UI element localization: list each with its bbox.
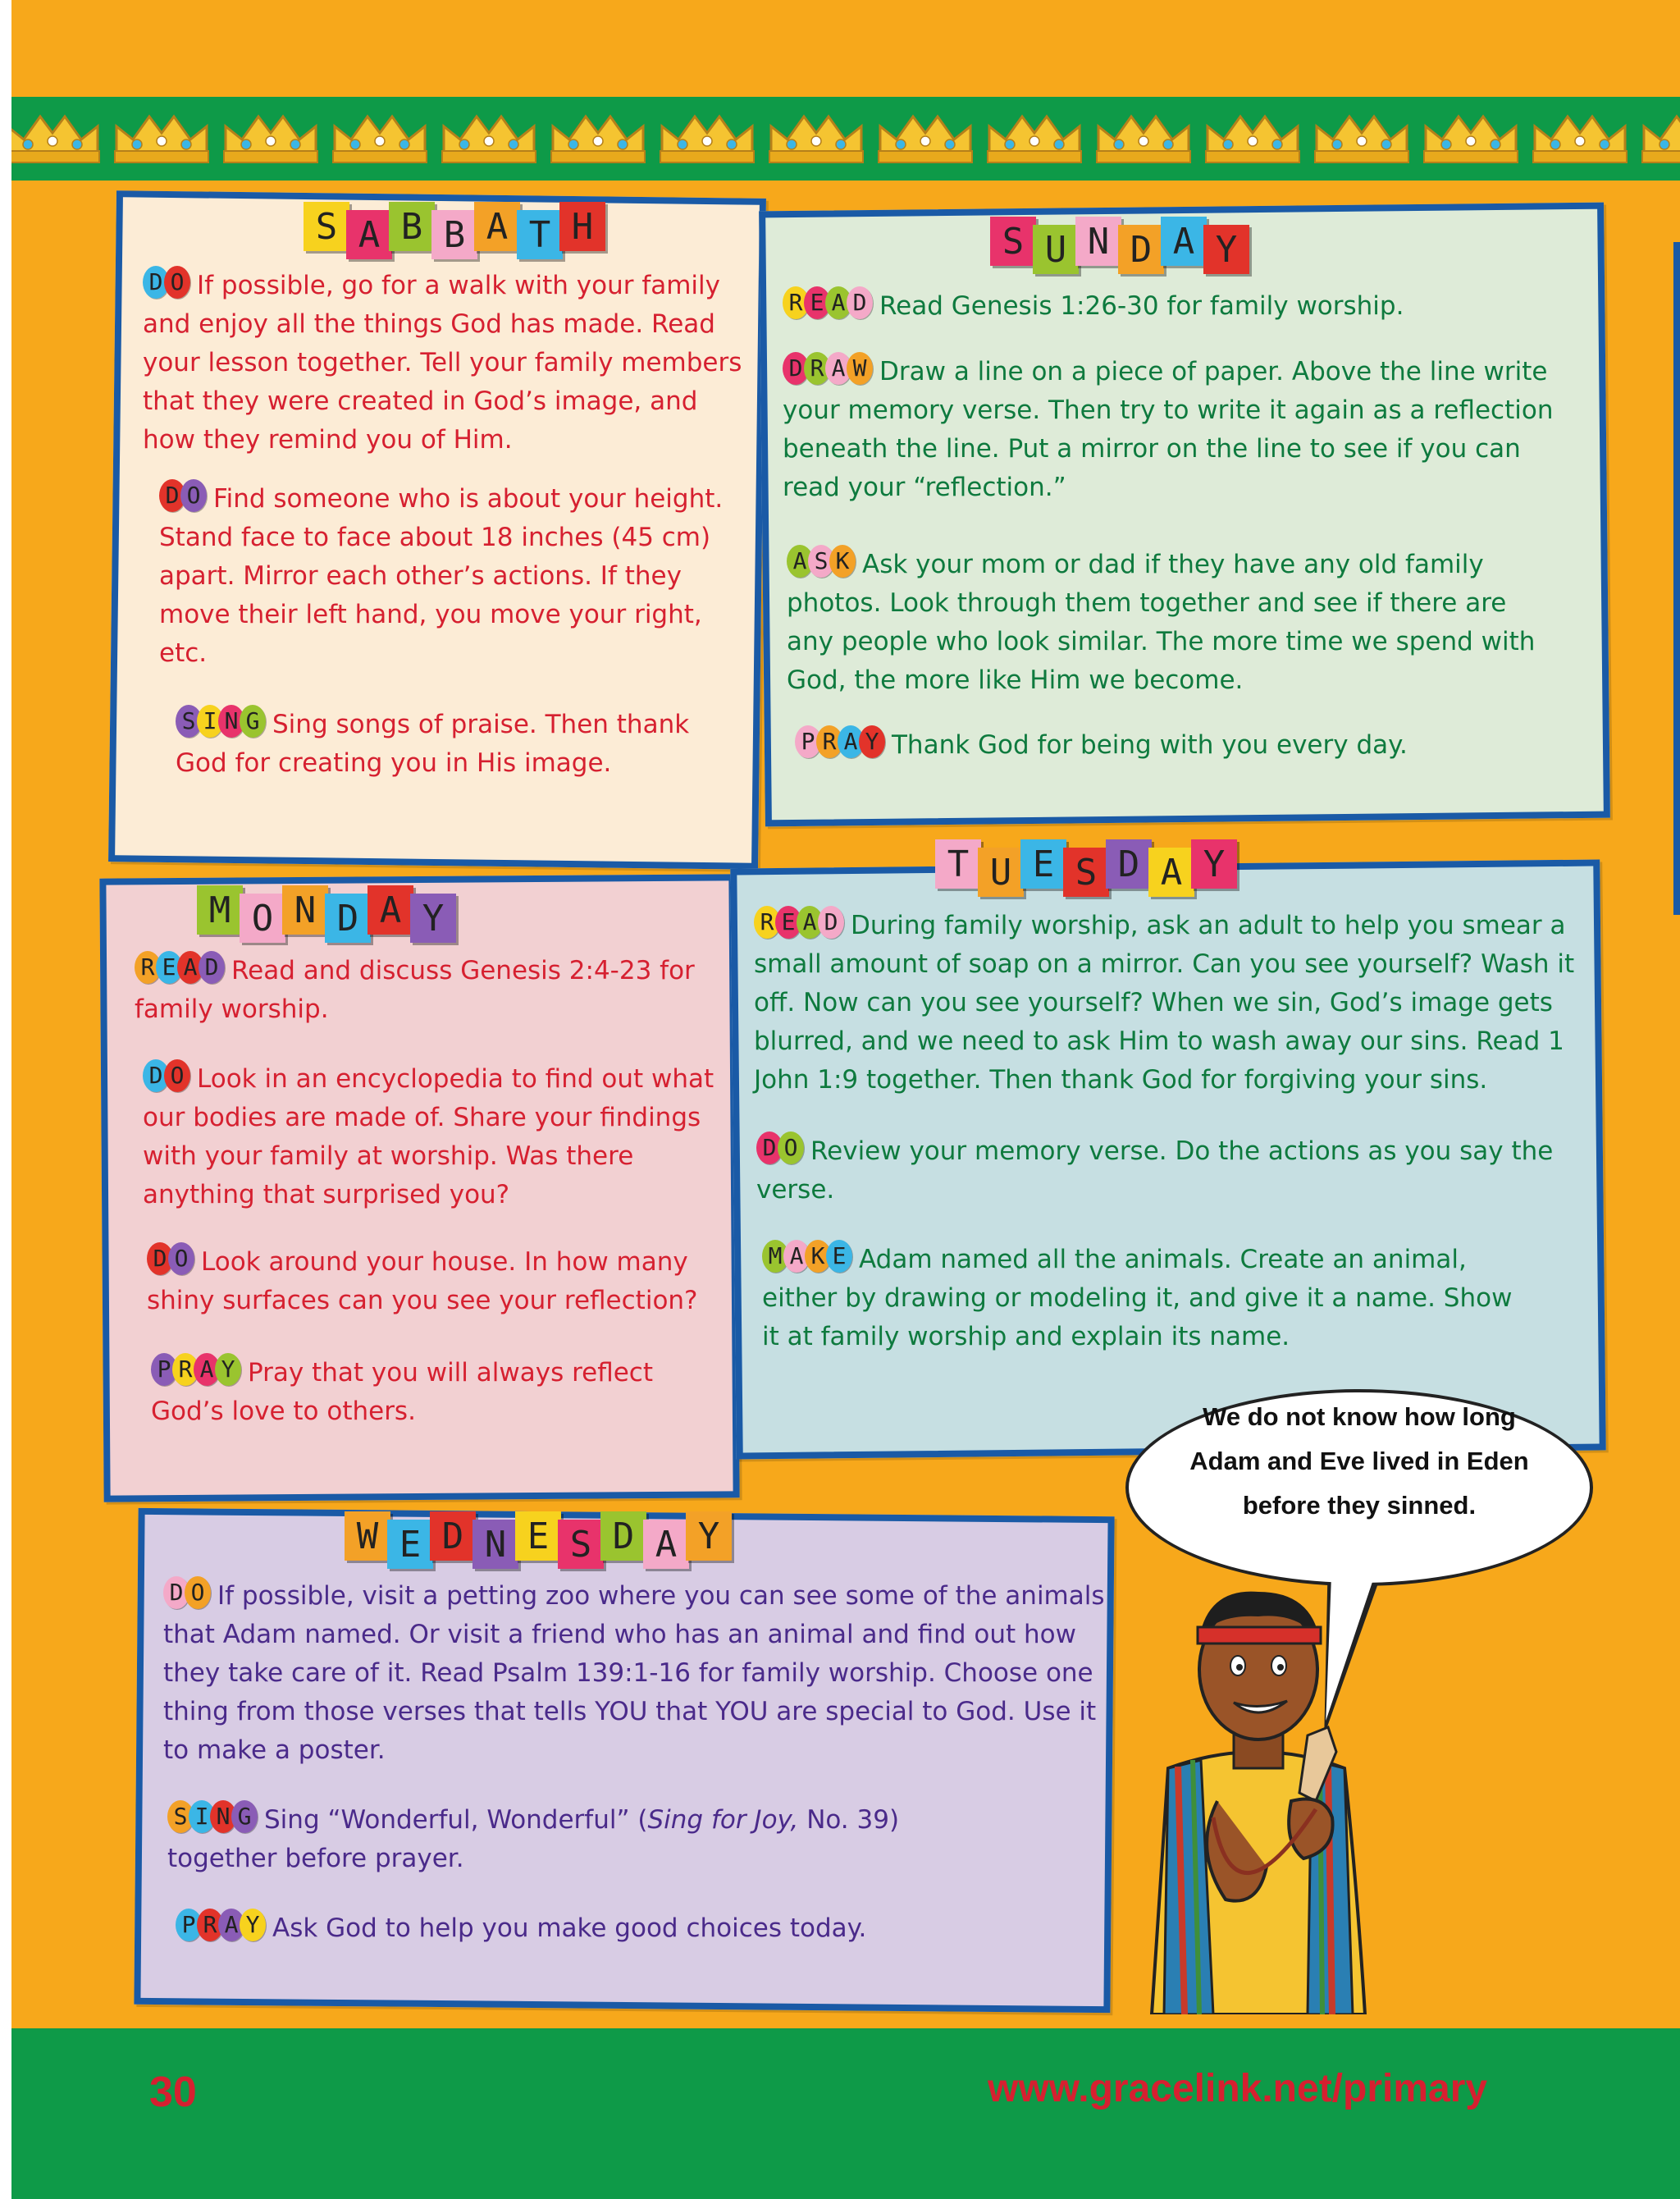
crown-icon	[1097, 117, 1190, 162]
next-box-edge	[1673, 242, 1680, 915]
title-letter-tile: S	[1063, 848, 1109, 897]
badge-letter-ball: A	[177, 951, 203, 984]
do-badge-icon	[147, 1242, 189, 1275]
badge-letter-ball: Y	[859, 725, 885, 758]
title-letter-tile: D	[1106, 839, 1152, 889]
sunday-activity: A S K Ask your mom or dad if they have any old family photos. Look through them together and see if there are any people who look similar. The more time we spend with God, the more like Him we become.	[787, 546, 1558, 700]
title-letter-tile: A	[474, 202, 520, 251]
title-letter-tile: E	[1020, 839, 1066, 889]
badge-letter-ball: A	[787, 545, 813, 578]
website-link[interactable]: www.gracelink.net/primary	[988, 2067, 1488, 2110]
badge-letter-ball: P	[151, 1353, 177, 1386]
sunday-title	[990, 220, 1246, 269]
title-letter-tile: U	[1033, 225, 1079, 274]
title-letter-tile: D	[600, 1511, 646, 1561]
wednesday-activity: P R A Y Ask God to help you make good choices today.	[176, 1909, 996, 1948]
tuesday-activity: R E A D During family worship, ask an adult to help you smear a small amount of soap on a mirror. Can you see yourself? Wash it off. Now can you see yourself? When we sin, God’s image gets blurred, and we need to ask Him to wash away our sins. Read 1 John 1:9 together. Then thank God for forgiving your sins.	[754, 907, 1582, 1100]
badge-letter-ball: O	[185, 1576, 211, 1609]
badge-letter-ball: A	[825, 286, 851, 319]
make-badge-icon	[762, 1240, 847, 1273]
badge-letter-ball: P	[176, 1909, 202, 1941]
title-letter-tile: U	[978, 848, 1024, 897]
crown-icon	[442, 117, 536, 162]
crown-icon	[879, 117, 972, 162]
do-badge-icon	[143, 1059, 185, 1092]
badge-letter-ball: D	[756, 1132, 783, 1164]
sabbath-activity: D O Find someone who is about your height. Stand face to face about 18 inches (45 cm) apart. Mirror each other’s actions. If they move their left hand, you move your right, etc.	[159, 480, 733, 673]
title-letter-tile: S	[990, 217, 1036, 266]
badge-letter-ball: K	[829, 545, 856, 578]
page-number: 30	[149, 2069, 197, 2116]
crown-icon	[1533, 117, 1627, 162]
badge-letter-ball: A	[797, 906, 823, 939]
title-letter-tile: Y	[1191, 839, 1237, 889]
do-badge-icon	[143, 266, 185, 299]
boy-character-icon	[1135, 1555, 1381, 2014]
badge-letter-ball: A	[783, 1240, 810, 1273]
read-badge-icon	[754, 906, 839, 939]
title-letter-tile: S	[304, 202, 349, 251]
monday-title	[197, 889, 453, 938]
crown-icon	[224, 117, 317, 162]
title-letter-tile: W	[345, 1511, 390, 1561]
badge-letter-ball: R	[135, 951, 161, 984]
badge-letter-ball: I	[197, 705, 223, 738]
badge-letter-ball: O	[164, 266, 190, 299]
badge-letter-ball: D	[783, 352, 809, 385]
badge-letter-ball: R	[783, 286, 809, 319]
crown-icon	[1206, 117, 1299, 162]
wednesday-title	[345, 1515, 728, 1564]
badge-letter-ball: I	[189, 1800, 215, 1833]
badge-letter-ball: D	[159, 479, 185, 512]
title-letter-tile: N	[1075, 217, 1121, 266]
title-letter-tile: D	[1118, 225, 1164, 274]
monday-activity: R E A D Read and discuss Genesis 2:4-23 for family worship.	[135, 952, 717, 1029]
badge-letter-ball: R	[197, 1909, 223, 1941]
do-badge-icon	[756, 1132, 799, 1164]
badge-letter-ball: N	[218, 705, 244, 738]
badge-letter-ball: E	[156, 951, 182, 984]
badge-letter-ball: R	[754, 906, 780, 939]
crown-icon	[1642, 117, 1680, 162]
crown-row-icon	[11, 97, 1680, 181]
sabbath-activity: D O If possible, go for a walk with your family and enjoy all the things God has made. Read your lesson together. Tell your family members that they were created in God’s image, and how they remind you of Him.	[143, 267, 750, 459]
pray-badge-icon	[795, 725, 880, 758]
sing-badge-icon	[176, 705, 261, 738]
badge-letter-ball: E	[826, 1240, 852, 1273]
crown-icon	[660, 117, 754, 162]
crown-icon	[988, 117, 1081, 162]
sing-badge-icon	[167, 1800, 253, 1833]
title-letter-tile: T	[517, 210, 563, 259]
title-letter-tile: Y	[410, 894, 456, 943]
title-letter-tile: A	[1161, 217, 1207, 266]
ask-badge-icon	[787, 545, 851, 578]
pray-badge-icon	[151, 1353, 236, 1386]
draw-badge-icon	[783, 352, 868, 385]
badge-letter-ball: Y	[215, 1353, 241, 1386]
badge-letter-ball: E	[804, 286, 830, 319]
read-badge-icon	[135, 951, 220, 984]
crown-icon	[1424, 117, 1518, 162]
sunday-activity: D R A W Draw a line on a piece of paper. Above the line write your memory verse. Then try to write it again as a reflection beneath the line. Put a mirror on the line to see if you can read your “reflection.”	[783, 353, 1562, 507]
tuesday-title	[935, 843, 1234, 892]
badge-letter-ball: O	[164, 1059, 190, 1092]
crown-border-band	[11, 97, 1680, 181]
badge-letter-ball: R	[804, 352, 830, 385]
title-letter-tile: E	[387, 1520, 433, 1569]
wednesday-activity: S I N G Sing “Wonderful, Wonderful” (Sing for Joy, No. 39) together before prayer.	[167, 1801, 988, 1878]
badge-letter-ball: D	[143, 1059, 169, 1092]
sunday-activity: R E A D Read Genesis 1:26-30 for family worship.	[783, 287, 1586, 326]
badge-letter-ball: A	[825, 352, 851, 385]
title-letter-tile: B	[431, 210, 477, 259]
title-letter-tile: D	[430, 1511, 476, 1561]
badge-letter-ball: D	[143, 266, 169, 299]
badge-letter-ball: O	[168, 1242, 194, 1275]
badge-letter-ball: S	[808, 545, 834, 578]
badge-letter-ball: R	[172, 1353, 199, 1386]
badge-letter-ball: O	[180, 479, 207, 512]
title-letter-tile: O	[240, 894, 285, 943]
title-letter-tile: E	[515, 1511, 561, 1561]
monday-activity: P R A Y Pray that you will always reflect God’s love to others.	[151, 1354, 684, 1431]
do-badge-icon	[159, 479, 202, 512]
title-letter-tile: A	[643, 1520, 689, 1569]
sabbath-activity: S I N G Sing songs of praise. Then thank God for creating you in His image.	[176, 706, 709, 783]
badge-letter-ball: Y	[240, 1909, 266, 1941]
badge-letter-ball: S	[176, 705, 202, 738]
badge-letter-ball: D	[847, 286, 873, 319]
badge-letter-ball: D	[147, 1242, 173, 1275]
speech-bubble-text: We do not know how long Adam and Eve lived in Eden before they sinned.	[1189, 1402, 1529, 1520]
badge-letter-ball: D	[163, 1576, 189, 1609]
tuesday-activity: M A K E Adam named all the animals. Create an animal, either by drawing or modeling it, and give it a name. Show it at family worship and explain its name.	[762, 1241, 1533, 1356]
crown-icon	[11, 117, 99, 162]
badge-letter-ball: D	[199, 951, 225, 984]
title-letter-tile: S	[558, 1520, 604, 1569]
badge-letter-ball: E	[775, 906, 801, 939]
monday-activity: D O Look in an encyclopedia to find out what our bodies are made of. Share your findings with your family at worship. Was there anything that surprised you?	[143, 1060, 725, 1214]
badge-letter-ball: G	[240, 705, 266, 738]
activity-page	[11, 0, 1680, 2199]
badge-letter-ball: R	[816, 725, 842, 758]
title-letter-tile: B	[389, 202, 435, 251]
badge-letter-ball: N	[210, 1800, 236, 1833]
title-letter-tile: A	[346, 210, 392, 259]
title-letter-tile: H	[559, 202, 605, 251]
badge-letter-ball: D	[818, 906, 844, 939]
title-letter-tile: N	[472, 1520, 518, 1569]
sabbath-title	[304, 205, 602, 254]
badge-letter-ball: W	[847, 352, 873, 385]
title-letter-tile: N	[282, 885, 328, 935]
badge-letter-ball: P	[795, 725, 821, 758]
title-letter-tile: Y	[686, 1511, 732, 1561]
title-letter-tile: M	[197, 885, 243, 935]
crown-icon	[333, 117, 427, 162]
footer-band	[11, 2028, 1680, 2199]
do-badge-icon	[163, 1576, 206, 1609]
read-badge-icon	[783, 286, 868, 319]
title-letter-tile: A	[1148, 848, 1194, 897]
monday-activity: D O Look around your house. In how many shiny surfaces can you see your reflection?	[147, 1243, 721, 1320]
wednesday-activity: D O If possible, visit a petting zoo where you can see some of the animals that Adam named. Or visit a friend who has an animal and find out how they take care of it. Read Psalm 139:1-16 for family worship. Choose one thing from those verses that tells YOU that YOU are special to God. Use it to make a poster.	[163, 1577, 1107, 1770]
badge-letter-ball: A	[194, 1353, 220, 1386]
badge-letter-ball: M	[762, 1240, 788, 1273]
title-letter-tile: D	[325, 894, 371, 943]
badge-letter-ball: A	[218, 1909, 244, 1941]
badge-letter-ball: S	[167, 1800, 194, 1833]
crown-icon	[769, 117, 863, 162]
badge-letter-ball: G	[231, 1800, 258, 1833]
title-letter-tile: T	[935, 839, 981, 889]
crown-icon	[1315, 117, 1408, 162]
badge-letter-ball: O	[778, 1132, 804, 1164]
sunday-activity: P R A Y Thank God for being with you every day.	[795, 726, 1566, 765]
pray-badge-icon	[176, 1909, 261, 1941]
crown-icon	[115, 117, 208, 162]
tuesday-activity: D O Review your memory verse. Do the actions as you say the verse.	[756, 1132, 1577, 1209]
title-letter-tile: A	[368, 885, 413, 935]
badge-letter-ball: K	[805, 1240, 831, 1273]
title-letter-tile: Y	[1203, 225, 1249, 274]
crown-icon	[551, 117, 645, 162]
badge-letter-ball: A	[838, 725, 864, 758]
